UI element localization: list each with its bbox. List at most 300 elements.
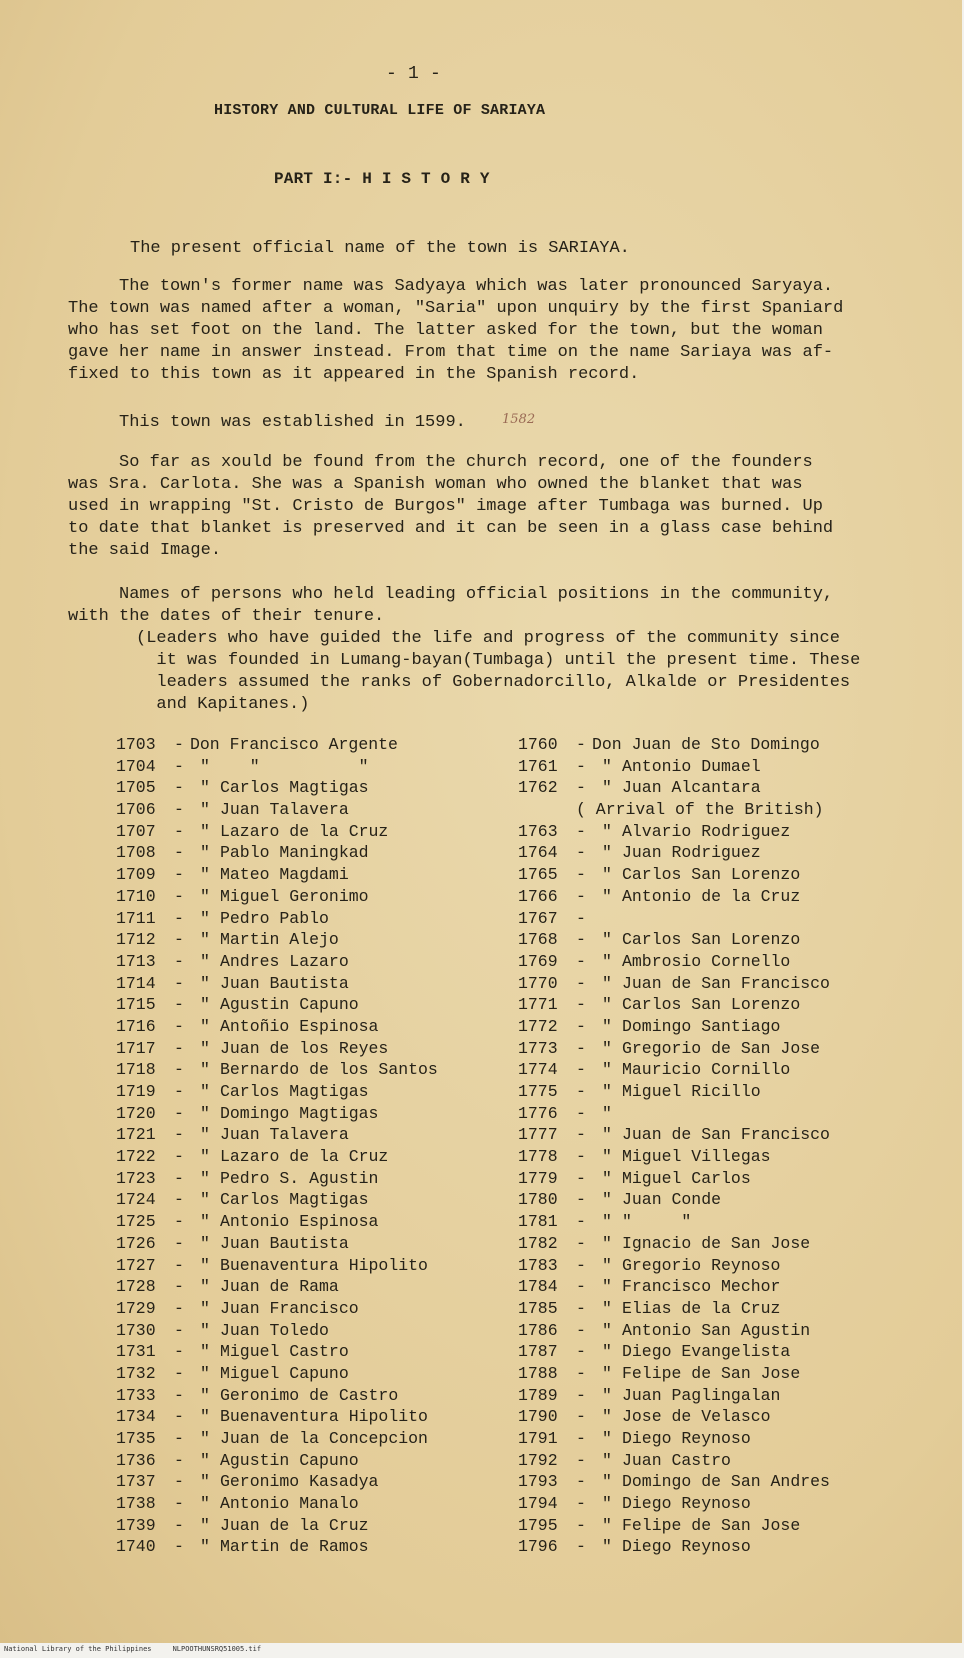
leader-dash: -	[576, 756, 586, 776]
leader-ditto-mark: "	[602, 1212, 612, 1232]
leader-year: 1772	[518, 1016, 558, 1036]
leader-ditto-mark: "	[602, 865, 612, 885]
leader-dash: -	[174, 908, 184, 928]
leader-dash: -	[174, 1342, 184, 1362]
leader-dash: -	[174, 821, 184, 841]
leader-row	[116, 777, 438, 799]
leader-ditto-mark: "	[602, 1082, 612, 1101]
leader-row	[116, 1385, 438, 1407]
leader-ditto-mark: "	[602, 1537, 612, 1557]
leader-name: Antoñio Espinosa	[220, 1016, 379, 1036]
leader-dash: -	[174, 1298, 184, 1318]
leader-name: " "	[622, 1212, 692, 1232]
leader-ditto-mark: "	[200, 778, 210, 798]
leader-name: Agustin Capuno	[220, 995, 359, 1015]
leader-row	[518, 1211, 830, 1233]
leader-year: 1796	[518, 1537, 558, 1557]
leader-row	[518, 1363, 830, 1385]
leader-name: Gregorio Reynoso	[622, 1255, 781, 1275]
leader-year: 1781	[518, 1212, 558, 1232]
paragraph-line: The present official name of the town is SARIAYA.	[130, 239, 630, 258]
leader-name: Felipe de San Jose	[622, 1363, 801, 1383]
leader-ditto-mark: "	[200, 1320, 210, 1340]
leader-dash: -	[576, 1472, 586, 1492]
leader-row	[518, 886, 830, 908]
leader-ditto-mark: "	[602, 1255, 612, 1275]
leader-name: Juan Bautista	[220, 1233, 349, 1253]
leader-name: Juan Talavera	[220, 1125, 349, 1145]
leader-name: Juan Conde	[622, 1190, 722, 1210]
leader-row	[116, 1168, 438, 1190]
leader-row	[116, 908, 438, 930]
leader-dash: -	[576, 1212, 586, 1232]
leader-year: 1719	[116, 1082, 156, 1101]
leader-name: Buenaventura Hipolito	[220, 1255, 428, 1275]
leader-row	[116, 1233, 438, 1255]
leader-ditto-mark: "	[602, 1385, 612, 1405]
paragraph-line: Names of persons who held leading official positions in the community,	[68, 585, 834, 604]
leader-name: Juan Castro	[622, 1450, 731, 1470]
leader-name: Felipe de San Jose	[622, 1515, 801, 1535]
leader-year: 1717	[116, 1038, 156, 1058]
leader-ditto-mark: "	[200, 1190, 210, 1210]
leader-note: ( Arrival of the British)	[576, 800, 824, 820]
leader-year: 1733	[116, 1385, 156, 1405]
leader-name: Geronimo Kasadya	[220, 1472, 379, 1492]
leader-name: Lazaro de la Cruz	[220, 1147, 389, 1167]
leader-row	[518, 1124, 830, 1146]
leader-ditto-mark: "	[200, 1342, 210, 1362]
leader-row	[116, 1103, 438, 1125]
leader-row	[518, 973, 830, 995]
leader-name: Elias de la Cruz	[622, 1298, 781, 1318]
leader-name: Domingo Magtigas	[220, 1103, 379, 1123]
paragraph-line: it was founded in Lumang-bayan(Tumbaga) until the present time. These	[136, 651, 861, 670]
leader-ditto-mark	[592, 908, 622, 930]
leader-ditto-mark: "	[200, 951, 210, 971]
leader-row	[116, 1276, 438, 1298]
leader-year: 1769	[518, 951, 558, 971]
scan-footer: National Library of the Philippines NLPOOTHUNSRQ51005.tif	[4, 1645, 262, 1653]
leader-year: 1740	[116, 1537, 156, 1557]
leader-dash: -	[174, 1147, 184, 1167]
leader-year: 1708	[116, 843, 156, 863]
paragraph-line: So far as xould be found from the church record, one of the founders	[68, 453, 813, 472]
leader-year: 1782	[518, 1233, 558, 1253]
leader-dash: -	[576, 1190, 586, 1210]
leader-row	[116, 1189, 438, 1211]
leader-year: 1709	[116, 865, 156, 885]
leader-ditto-mark: "	[200, 930, 210, 950]
leader-year: 1794	[518, 1494, 558, 1514]
paragraph-line: the said Image.	[68, 541, 222, 560]
leader-dash: -	[174, 1407, 184, 1427]
leader-year: 1773	[518, 1038, 558, 1058]
leader-dash: -	[576, 995, 586, 1015]
leaders-list-left	[116, 734, 438, 1558]
leader-name: Carlos Magtigas	[220, 778, 369, 798]
leader-ditto-mark: "	[200, 1016, 210, 1036]
leader-name: Miguel Ricillo	[622, 1082, 761, 1101]
leader-dash: -	[576, 821, 586, 841]
leader-year: 1785	[518, 1298, 558, 1318]
leader-dash: -	[174, 800, 184, 820]
leader-dash: -	[576, 1277, 586, 1297]
leader-name: Miguel Geronimo	[220, 886, 369, 906]
leader-name: Juan de los Reyes	[220, 1038, 389, 1058]
leader-row	[518, 1146, 830, 1168]
leader-name: Antonio Dumael	[622, 756, 761, 776]
leader-year: 1779	[518, 1168, 558, 1188]
leader-ditto-mark: "	[602, 973, 612, 993]
leader-name: Ambrosio Cornello	[622, 951, 791, 971]
leader-year: 1790	[518, 1407, 558, 1427]
leader-name: Carlos Magtigas	[220, 1190, 369, 1210]
leader-row	[518, 864, 830, 886]
leader-row	[116, 1471, 438, 1493]
leader-row	[518, 908, 830, 930]
leader-dash: -	[576, 778, 586, 798]
leader-row	[518, 1428, 830, 1450]
leader-name: Carlos San Lorenzo	[622, 995, 801, 1015]
leader-row	[518, 1515, 830, 1537]
leader-ditto-mark: "	[602, 1450, 612, 1470]
leader-row	[518, 1406, 830, 1428]
leader-row	[518, 1450, 830, 1472]
leader-year: 1732	[116, 1363, 156, 1383]
leader-year: 1726	[116, 1233, 156, 1253]
leader-dash: -	[174, 1103, 184, 1123]
leader-year: 1703	[116, 735, 156, 754]
leader-dash: -	[174, 1429, 184, 1448]
leader-ditto-mark: "	[602, 1342, 612, 1362]
leader-dash: -	[576, 908, 586, 928]
leader-dash: -	[174, 1494, 184, 1514]
leader-ditto-mark: "	[200, 1385, 210, 1405]
leader-row	[116, 1515, 438, 1537]
leader-name: Don Juan de Sto Domingo	[592, 735, 820, 754]
leader-dash: -	[174, 1212, 184, 1232]
leader-row	[518, 1233, 830, 1255]
leader-name: Juan Bautista	[220, 973, 349, 993]
leader-ditto-mark: "	[602, 1277, 612, 1297]
leader-name: Juan de la Concepcion	[220, 1429, 428, 1448]
leader-year: 1707	[116, 821, 156, 841]
leader-row	[116, 799, 438, 821]
paragraph-line: who has set foot on the land. The latter asked for the town, but the woman	[68, 321, 823, 340]
leader-name: Juan Toledo	[220, 1320, 329, 1340]
leader-ditto-mark: "	[602, 1407, 612, 1427]
leader-row	[518, 1255, 830, 1277]
leader-row	[116, 842, 438, 864]
leader-ditto-mark: "	[602, 1147, 612, 1167]
paragraph-official-name	[130, 238, 950, 260]
leader-ditto-mark: "	[200, 1103, 210, 1123]
leader-row	[116, 734, 438, 756]
leader-dash: -	[576, 1255, 586, 1275]
leader-name: Juan de San Francisco	[622, 973, 830, 993]
leader-name: Diego Reynoso	[622, 1537, 751, 1557]
leader-ditto-mark: "	[200, 1255, 210, 1275]
leader-year: 1737	[116, 1472, 156, 1492]
leader-ditto-mark: "	[200, 886, 210, 906]
leader-dash: -	[576, 1125, 586, 1145]
leader-dash: -	[174, 886, 184, 906]
leader-dash: -	[576, 735, 586, 754]
leader-year: 1722	[116, 1147, 156, 1167]
leader-year: 1727	[116, 1255, 156, 1275]
leader-row	[116, 1211, 438, 1233]
leader-row	[518, 734, 830, 756]
leader-ditto-mark: "	[602, 756, 612, 776]
leader-row	[518, 1168, 830, 1190]
leader-row	[116, 1146, 438, 1168]
leader-name: Andres Lazaro	[220, 951, 349, 971]
leader-dash: -	[174, 1016, 184, 1036]
leader-year: 1763	[518, 821, 558, 841]
leader-ditto-mark: "	[200, 1038, 210, 1058]
leader-ditto-mark: "	[200, 1363, 210, 1383]
leader-year: 1775	[518, 1082, 558, 1101]
leader-name: Miguel Capuno	[220, 1363, 349, 1383]
leader-dash: -	[576, 1103, 586, 1123]
leader-dash: -	[174, 1450, 184, 1470]
leader-dash: -	[576, 886, 586, 906]
leader-year: 1714	[116, 973, 156, 993]
leader-name: Gregorio de San Jose	[622, 1038, 821, 1058]
leader-row	[116, 994, 438, 1016]
leader-name: Carlos Magtigas	[220, 1082, 369, 1101]
leader-ditto-mark: "	[200, 1537, 210, 1557]
leader-name: Diego Reynoso	[622, 1429, 751, 1448]
leader-row	[116, 1298, 438, 1320]
leader-row	[518, 1081, 830, 1103]
leader-dash: -	[576, 1060, 586, 1080]
leader-name: Francisco Mechor	[622, 1277, 781, 1297]
leader-ditto-mark: "	[200, 1472, 210, 1492]
leader-name: Diego Reynoso	[622, 1494, 751, 1514]
leader-dash: -	[576, 930, 586, 950]
leader-dash: -	[576, 865, 586, 885]
leader-year: 1793	[518, 1472, 558, 1492]
leader-name: Domingo de San Andres	[622, 1472, 830, 1492]
leader-dash: -	[174, 930, 184, 950]
leader-year: 1736	[116, 1450, 156, 1470]
leader-name: Mateo Magdami	[220, 865, 349, 885]
leader-year: 1792	[518, 1450, 558, 1470]
paragraph-line: and Kapitanes.)	[136, 695, 310, 714]
leader-name: Juan Paglingalan	[622, 1385, 781, 1405]
leader-year: 1777	[518, 1125, 558, 1145]
leader-dash: -	[576, 843, 586, 863]
leader-name: Carlos San Lorenzo	[622, 930, 801, 950]
leader-ditto-mark: "	[200, 1515, 210, 1535]
leader-dash: -	[576, 1537, 586, 1557]
leader-ditto-mark: "	[200, 865, 210, 885]
leader-dash: -	[576, 1450, 586, 1470]
leader-ditto-mark: "	[200, 843, 210, 863]
leader-ditto-mark: "	[200, 995, 210, 1015]
leader-dash: -	[576, 1016, 586, 1036]
paragraph-line: (Leaders who have guided the life and progress of the community since	[136, 629, 840, 648]
leader-dash: -	[174, 843, 184, 863]
leader-year: 1710	[116, 886, 156, 906]
leader-name: Martin Alejo	[220, 930, 339, 950]
leader-row	[518, 1298, 830, 1320]
paragraph-line: with the dates of their tenure.	[68, 607, 385, 626]
leader-dash: -	[174, 865, 184, 885]
leader-ditto-mark: "	[602, 1320, 612, 1340]
leader-dash: -	[174, 1363, 184, 1383]
leader-year: 1716	[116, 1016, 156, 1036]
leader-dash: -	[174, 778, 184, 798]
leader-dash: -	[576, 1515, 586, 1535]
leader-dash: -	[576, 973, 586, 993]
leader-name: Ignacio de San Jose	[622, 1233, 811, 1253]
leader-dash: -	[174, 1515, 184, 1535]
leader-dash: -	[576, 1168, 586, 1188]
paragraph-line: to date that blanket is preserved and it can be seen in a glass case behind	[68, 519, 834, 538]
leader-name: Juan de San Francisco	[622, 1125, 830, 1145]
leader-ditto-mark: "	[602, 843, 612, 863]
leader-name: Martin de Ramos	[220, 1537, 369, 1557]
paragraph-line: leaders assumed the ranks of Gobernadorcillo, Alkalde or Presidentes	[136, 673, 851, 692]
leader-row	[116, 1406, 438, 1428]
leader-row	[116, 821, 438, 843]
leader-year: 1765	[518, 865, 558, 885]
leader-name: Juan Alcantara	[622, 778, 761, 798]
leader-name: Mauricio Cornillo	[622, 1060, 791, 1080]
leader-year: 1770	[518, 973, 558, 993]
leader-row	[116, 1450, 438, 1472]
leader-name: Jose de Velasco	[622, 1407, 771, 1427]
leader-name: Miguel Carlos	[622, 1168, 751, 1188]
leader-name: Diego Evangelista	[622, 1342, 791, 1362]
leader-row	[116, 1124, 438, 1146]
leader-row	[518, 1385, 830, 1407]
leader-row	[116, 951, 438, 973]
paragraph-line: was Sra. Carlota. She was a Spanish woman who owned the blanket that was	[68, 475, 803, 494]
leader-ditto-mark: "	[602, 821, 612, 841]
leader-row	[116, 1363, 438, 1385]
document-title: HISTORY AND CULTURAL LIFE OF SARIAYA	[214, 102, 546, 119]
leader-name: Miguel Villegas	[622, 1147, 771, 1167]
leader-ditto-mark: "	[602, 1233, 612, 1253]
leader-row	[116, 1536, 438, 1558]
leader-year: 1720	[116, 1103, 156, 1123]
leader-ditto-mark: "	[200, 1277, 210, 1297]
leader-ditto-mark: "	[200, 1147, 210, 1167]
leader-year: 1723	[116, 1168, 156, 1188]
leader-dash: -	[174, 1060, 184, 1080]
leader-name: Pablo Maningkad	[220, 843, 369, 863]
paragraph-line: This town was established in 1599.	[68, 413, 466, 432]
leader-ditto-mark: "	[200, 1125, 210, 1145]
leader-year: 1768	[518, 930, 558, 950]
leader-row	[518, 1038, 830, 1060]
leader-row	[116, 973, 438, 995]
leader-dash: -	[576, 1494, 586, 1514]
leader-year: 1787	[518, 1342, 558, 1362]
leader-year: 1711	[116, 908, 156, 928]
leader-ditto-mark: "	[200, 1298, 210, 1318]
leader-dash: -	[576, 1320, 586, 1340]
leader-dash: -	[576, 1233, 586, 1253]
paragraph-line: The town was named after a woman, "Saria" upon unquiry by the first Spaniard	[68, 299, 844, 318]
leader-year: 1776	[518, 1103, 558, 1123]
leader-name: Lazaro de la Cruz	[220, 821, 389, 841]
leader-year: 1739	[116, 1515, 156, 1535]
leader-dash: -	[576, 1147, 586, 1167]
leader-ditto-mark: "	[200, 1494, 210, 1514]
leader-year: 1766	[518, 886, 558, 906]
leader-ditto-mark: "	[200, 1429, 210, 1448]
leader-dash: -	[174, 1233, 184, 1253]
leader-ditto-mark: "	[602, 951, 612, 971]
leader-ditto-mark: "	[200, 821, 210, 841]
leader-row	[518, 1493, 830, 1515]
leader-year: 1705	[116, 778, 156, 798]
leader-row	[518, 1341, 830, 1363]
leader-year: 1728	[116, 1277, 156, 1297]
leader-ditto-mark: "	[602, 1060, 612, 1080]
leader-name: Juan Francisco	[220, 1298, 359, 1318]
leader-row	[518, 1536, 830, 1558]
leader-dash: -	[174, 1190, 184, 1210]
leader-year: 1784	[518, 1277, 558, 1297]
leader-name: Carlos San Lorenzo	[622, 865, 801, 885]
leader-ditto-mark: "	[602, 778, 612, 798]
leader-ditto-mark: "	[200, 1082, 210, 1101]
leader-dash: -	[174, 1385, 184, 1405]
leader-ditto-mark: "	[602, 1168, 612, 1188]
leader-ditto-mark: "	[200, 908, 210, 928]
leader-ditto-mark: "	[200, 1212, 210, 1232]
leader-row	[518, 821, 830, 843]
leader-name: Antonio de la Cruz	[622, 886, 801, 906]
part-heading: PART I:- H I S T O R Y	[274, 170, 490, 188]
leader-ditto-mark: "	[200, 1407, 210, 1427]
paragraph-line: fixed to this town as it appeared in the Spanish record.	[68, 365, 640, 384]
leader-row	[518, 1276, 830, 1298]
leader-year: 1771	[518, 995, 558, 1015]
leader-year: 1734	[116, 1407, 156, 1427]
leader-row	[518, 799, 830, 821]
leader-year: 1730	[116, 1320, 156, 1340]
leader-name: Buenaventura Hipolito	[220, 1407, 428, 1427]
leader-dash: -	[174, 1472, 184, 1492]
leader-dash: -	[174, 735, 184, 754]
handwritten-margin-note: 1582	[502, 412, 536, 427]
leader-year: 1718	[116, 1060, 156, 1080]
leader-ditto-mark: "	[602, 1494, 612, 1514]
leader-year: 1780	[518, 1190, 558, 1210]
leader-ditto-mark: "	[200, 1060, 210, 1080]
leader-row	[116, 1255, 438, 1277]
leader-year: 1778	[518, 1147, 558, 1167]
leader-year: 1764	[518, 843, 558, 863]
leader-name: Pedro Pablo	[220, 908, 329, 928]
leader-row	[116, 1016, 438, 1038]
leader-dash: -	[576, 1385, 586, 1405]
leader-ditto-mark: "	[602, 1472, 612, 1492]
leader-row	[116, 1059, 438, 1081]
leader-row	[518, 1320, 830, 1342]
leader-ditto-mark: "	[200, 1233, 210, 1253]
leader-name: Juan Talavera	[220, 800, 349, 820]
leader-year: 1725	[116, 1212, 156, 1232]
leader-dash: -	[174, 1255, 184, 1275]
